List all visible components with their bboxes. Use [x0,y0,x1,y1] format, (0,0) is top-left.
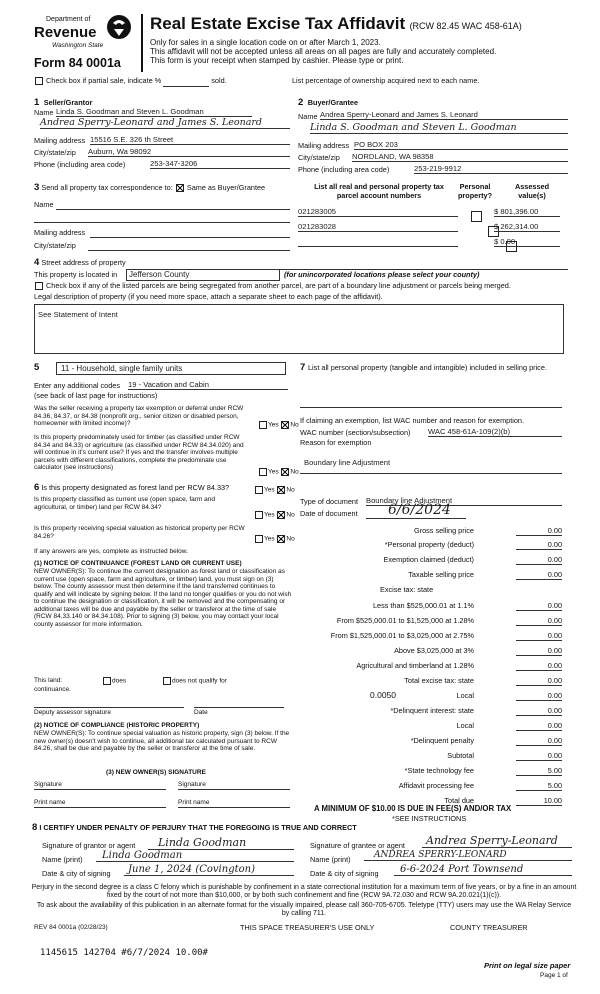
gross-selling-value[interactable]: 0.00 [516,526,562,536]
bracket-label-5: Agricultural and timberland at 1.28% [356,661,474,670]
bracket-value-6[interactable]: 0.00 [516,676,562,686]
current-use-yes-checkbox[interactable] [255,511,263,519]
form-revision: REV 84 0001a (02/28/23) [34,924,108,931]
section3-text: Send all property tax correspondence to: [41,183,173,192]
section2-number: 2 [298,97,304,108]
doc-type-label: Type of document [300,497,359,506]
section3-mailing-label: Mailing address [34,228,86,237]
seller-city-field[interactable]: Auburn, Wa 98092 [88,147,290,157]
county-select[interactable]: Jefferson County [126,269,280,281]
section3-city-label: City/state/zip [34,241,76,250]
buyer-name-handwritten: Linda S. Goodman and Steven L. Goodman [310,122,568,134]
located-in-label: This property is located in [34,270,118,279]
local-value[interactable]: 0.00 [516,691,562,701]
bracket-row-5 [300,661,562,671]
bracket-value-2[interactable]: 0.00 [516,616,562,626]
partial-sale-label: Check box if partial sale, indicate % [46,76,162,85]
exemption-yes-checkbox[interactable] [259,421,267,429]
delinquent-interest-value[interactable]: 0.00 [516,706,562,716]
grantee-name-label: Name (print) [310,855,351,864]
bracket-row-1 [300,601,562,611]
section4 [34,259,568,359]
parcel-value-3[interactable]: $ 0.00 [494,237,560,247]
owner-print-label-2: Print name [178,799,210,806]
dept-line1: Department of [46,16,91,23]
seller-heading: Seller/Grantor [43,98,93,107]
personal-property-field[interactable] [300,406,562,408]
reason-line[interactable] [300,472,562,474]
personal-property-label: *Personal property (deduct) [384,540,474,549]
does-not-qualify-checkbox[interactable] [163,677,171,685]
local-label: Local [456,691,474,700]
forest-yes-checkbox[interactable] [255,486,263,494]
header-divider [141,14,143,72]
historic-question: Is this property receiving special valuation as historical property per RCW 84.26? [34,525,245,540]
parcel-table [298,183,568,255]
exemption-yes-label: Yes [268,421,279,429]
delinquent-penalty-value[interactable]: 0.00 [516,736,562,746]
seller-mailing-field[interactable]: 15516 S.E. 326 th Street [90,135,290,145]
historic-no-label: No [286,535,295,543]
parcel-number-3[interactable] [298,237,458,247]
personal-property-value[interactable]: 0.00 [516,540,562,550]
section1-number: 1 [34,97,40,108]
current-use-yes-label: Yes [264,511,275,519]
bracket-label-1: Less than $525,000.01 at 1.1% [372,601,474,610]
street-address-label: Street address of property [41,258,126,267]
delinquent-penalty-label: *Delinquent penalty [410,736,474,745]
legal-description-field[interactable]: See Statement of Intent [34,304,564,354]
notice2-title: (2) NOTICE OF COMPLIANCE (HISTORIC PROPERTY) [34,722,200,729]
grantor-signature-label: Signature of grantor or agent [42,841,136,850]
buyer-heading: Buyer/Grantee [307,98,359,107]
section7 [300,362,568,522]
form-number: Form 84 0001a [34,56,121,70]
certify-statement: I CERTIFY UNDER PENALTY OF PERJURY THAT THE FOREGOING IS TRUE AND CORRECT [39,823,357,832]
interest-local-label: Local [456,721,474,730]
bracket-row-6 [300,676,562,686]
technology-fee-label: *State technology fee [404,766,474,775]
timber-no-checkbox[interactable] [281,468,289,476]
treasurer-stamp: 1145615 142704 #6/7/2024 10.00# [40,948,208,958]
buyer-phone-field[interactable]: 253-219-9912 [414,164,568,174]
personal-property-row [300,540,562,550]
deputy-signature-label: Deputy assessor signature [34,709,111,716]
deputy-date-label: Date [194,709,208,716]
seller-city-label: City/state/zip [34,148,76,157]
timber-no-label: No [290,468,299,476]
minimum-due-note: A MINIMUM OF $10.00 IS DUE IN FEE(S) AND/OR TAX [314,804,512,813]
buyer-city-label: City/state/zip [298,153,340,162]
section4-number: 4 [34,257,40,268]
section6 [30,482,295,816]
treasurer-use-label: THIS SPACE TREASURER'S USE ONLY [240,923,375,932]
partial-sale-checkbox[interactable] [35,77,43,85]
exemption-instructions: If claiming an exemption, list WAC number and reason for exemption. [300,416,525,425]
reason-label: Reason for exemption [300,438,372,447]
timber-question: Is this property predominately used for timber (as classified under RCW 84.34 and 84.33) or agriculture (as classified under RCW 84.34.020) and will continue in it's current use? If yes and the transfer involves multiple parcels with different classifications, complete the predominate use calculator (see instructions) [34,434,244,471]
technology-fee-row [300,766,562,776]
grantor-date-label: Date & city of signing [42,869,111,878]
bracket-value-4[interactable]: 0.00 [516,646,562,656]
subtotal-value[interactable]: 0.00 [516,751,562,761]
exemption-question: Was the seller receiving a property tax exemption or deferral under RCW 84.36, 84.37, or 84.38 (nonprofit org., senior citizen or disabled person, homeowner with limited income)? [34,405,244,427]
bracket-label-2: From $525,000.01 to $1,525,000 at 1.28% [336,616,474,625]
buyer-section [298,92,568,178]
bracket-row-2 [300,616,562,626]
section8-number: 8 [32,822,38,833]
historic-no-checkbox[interactable] [277,535,285,543]
form-title-row [150,14,522,34]
seller-name-handwritten: Andrea Sperry-Leonard and James S. Leonard [40,117,290,129]
buyer-mailing-field[interactable]: PO BOX 203 [354,140,568,150]
grantor-name[interactable]: Linda Goodman [96,850,294,862]
gross-selling-label: Gross selling price [413,526,474,535]
parcel-header-assessed: Assessed value(s) [514,182,550,200]
header-line3: This form is your receipt when stamped by cashier. Please type or print. [150,56,404,65]
if-yes-note: If any answers are yes, complete as instructed below. [34,548,188,555]
delinquent-interest-label: *Delinquent interest: state [390,706,474,715]
technology-fee-value[interactable]: 5.00 [516,766,562,776]
this-land-label: This land: [34,677,63,684]
local-rate: 0.0050 [370,690,396,700]
section3-city-field[interactable] [88,242,290,251]
accessibility-notice: To ask about the availability of this publication in an alternate format for the visually impaired, please call 360-705-6705. Teletype (TTY) users may use the WA Relay Service by calling 711. [36,902,572,917]
wac-field[interactable]: WAC 458-61A-109(2)(b) [428,427,562,437]
local-row [300,691,562,701]
section3-name-field2[interactable] [34,214,290,223]
historic-yes-label: Yes [264,535,275,543]
doc-date-label: Date of document [300,509,358,518]
parcel-header-left: List all real and personal property tax parcel account numbers [314,182,444,200]
seller-name-field[interactable]: Linda S. Goodman and Steven L. Goodman [56,107,252,117]
land-use-code-select[interactable]: 11 - Household, single family units [56,362,286,375]
grantee-date[interactable]: 6-6-2024 Port Townsend [394,864,572,876]
deputy-date-line[interactable] [194,706,284,708]
wa-logo-icon [106,14,132,40]
same-as-buyer-label: Same as Buyer/Grantee [186,183,266,192]
continuance-label: continuance. [34,686,71,693]
taxable-selling-value[interactable]: 0.00 [516,570,562,580]
same-as-buyer-checkbox[interactable] [176,184,184,192]
bracket-row-4 [300,646,562,656]
header-line1: Only for sales in a single location code on or after March 1, 2023. [150,38,381,47]
reason-field[interactable]: Boundary line Adjustment [304,458,391,467]
dept-line3: Washington State [52,42,104,49]
total-due-value[interactable]: 10.00 [516,796,562,806]
deputy-signature-line[interactable] [34,706,184,708]
header-line2: This affidavit will not be accepted unless all areas on all pages are fully and accurately completed. [150,47,497,56]
processing-fee-row [300,781,562,791]
buyer-name-field[interactable]: Andrea Sperry-Leonard and James S. Leonard [320,110,568,120]
county-note: (for unincorporated locations please select your county) [284,270,480,279]
parcel-header-personal: Personal property? [457,182,493,200]
section5-number: 5 [34,362,40,373]
see-instructions-note: *SEE INSTRUCTIONS [392,814,467,823]
additional-codes-field[interactable]: 19 - Vacation and Cabin [128,380,288,390]
ownership-note: List percentage of ownership acquired next to each name. [292,76,480,85]
processing-fee-value[interactable]: 5.00 [516,781,562,791]
forest-no-checkbox[interactable] [277,486,285,494]
grantee-signature[interactable]: Andrea Sperry-Leonard [422,834,572,848]
buyer-phone-label: Phone (including area code) [298,165,390,174]
grantor-date[interactable]: June 1, 2024 (Covington) [124,864,294,876]
section6-number: 6 [34,482,40,493]
grantee-name[interactable]: ANDREA SPERRY-LEONARD [364,850,572,861]
section3-mailing-field[interactable] [90,229,290,238]
perjury-notice: Perjury in the second degree is a class C felony which is punishable by confinement in a state correctional institution for a maximum term of five years, or by a fine in an amount fixed by the court of not more than $10,000, or by both such confinement and fine (RCW 9A.72.030 and RCW 9A.20.021(1)(c)). [31,884,577,899]
form-title-ref: (RCW 82.45 WAC 458-61A) [409,21,522,31]
parcel-value-2[interactable]: $ 262,314.00 [494,222,560,232]
notice3-title: (3) NEW OWNER(S) SIGNATURE [106,769,206,776]
current-use-question: Is this property classified as current use (open space, farm and agricultural, or timber) land per RCW 84.34? [34,496,216,511]
legal-description-label: Legal description of property (if you need more space, attach a separate sheet to each page of the affidavit). [34,292,383,301]
does-qualify-label: does [112,677,127,685]
legal-size-note: Print on legal size paper [484,961,571,970]
total-due-label: Total due [444,796,474,805]
notice1-title: (1) NOTICE OF CONTINUANCE (FOREST LAND OR CURRENT USE) [34,560,242,567]
owner-signature-label-2: Signature [178,781,206,788]
section5 [34,360,299,480]
subtotal-label: Subtotal [447,751,474,760]
bracket-value-3[interactable]: 0.00 [516,631,562,641]
exemption-no-checkbox[interactable] [281,421,289,429]
owner-print-label-1: Print name [34,799,66,806]
county-treasurer-label: COUNTY TREASURER [450,923,528,932]
bracket-label-6: Total excise tax: state [404,676,474,685]
seller-section [34,92,290,172]
parcel-number-2[interactable]: 021283028 [298,222,458,232]
delinquent-interest-row [300,706,562,716]
form-title: Real Estate Excise Tax Affidavit [150,14,406,33]
timber-yes-checkbox[interactable] [259,468,267,476]
notice2-body: NEW OWNER(S): To continue special valuation as historic property, sign (3) below. If the new owner(s) doesn't wish to continue, all additional tax calculated pursuant to RCW 84.26, shall be due and payable by the seller or transferor at the time of sale. [34,730,290,752]
does-not-qualify-label: does not qualify for [172,677,227,685]
parcel-number-1[interactable]: 021283005 [298,207,458,217]
section3-number: 3 [34,182,40,193]
buyer-mailing-label: Mailing address [298,141,350,150]
bracket-value-5[interactable]: 0.00 [516,661,562,671]
does-qualify-checkbox[interactable] [103,677,111,685]
grantee-signature-label: Signature of grantee or agent [310,841,405,850]
see-back-note: (see back of last page for instructions) [34,391,158,400]
bracket-label-3: From $1,525,000.01 to $3,025,000 at 2.75% [330,631,474,640]
historic-yes-checkbox[interactable] [255,535,263,543]
parcel-personal-checkbox-1[interactable] [471,211,482,222]
buyer-city-field[interactable]: NORDLAND, WA 98358 [352,152,568,162]
wac-label: WAC number (section/subsection) [300,428,411,437]
page-number: Page 1 of [540,972,568,979]
forest-question: Is this property designated as forest land per RCW 84.33? [41,483,230,492]
personal-property-text: List all personal property (tangible and intangible) included in selling price. [308,363,547,372]
segregated-checkbox[interactable] [35,282,43,290]
subtotal-row [300,751,562,761]
seller-phone-field[interactable]: 253-347-3206 [150,159,290,169]
section3-name-label: Name [34,200,54,209]
interest-local-row [300,721,562,731]
buyer-name-label: Name [298,112,318,121]
forest-no-label: No [286,486,295,494]
excise-state-label: Excise tax: state [380,585,434,594]
exemption-claimed-row [300,555,562,565]
delinquent-penalty-row [300,736,562,746]
section8 [32,824,572,884]
current-use-no-label: No [286,511,295,519]
current-use-no-checkbox[interactable] [277,511,285,519]
forest-yes-label: Yes [264,486,275,494]
section3 [34,184,290,254]
bracket-row-3 [300,631,562,641]
dept-line2: Revenue [34,24,97,41]
doc-date-field[interactable]: 6/6/2024 [366,502,466,519]
exemption-claimed-label: Exemption claimed (deduct) [383,555,474,564]
interest-local-value[interactable]: 0.00 [516,721,562,731]
section7-number: 7 [300,362,306,373]
dor-logo [34,14,134,58]
partial-sale-sold: sold. [211,76,227,85]
exemption-claimed-value[interactable]: 0.00 [516,555,562,565]
additional-codes-label: Enter any additional codes [34,381,120,390]
bracket-label-4: Above $3,025,000 at 3% [394,646,474,655]
grantor-signature[interactable]: Linda Goodman [148,836,294,850]
section3-name-field[interactable] [56,201,290,210]
doc-type-field[interactable]: Boundary line Adjustment [366,496,562,506]
partial-sale-percent-field[interactable] [163,77,209,87]
seller-name-label: Name [34,108,54,117]
bracket-value-1[interactable]: 0.00 [516,601,562,611]
owner-signature-label-1: Signature [34,781,62,788]
seller-mailing-label: Mailing address [34,136,86,145]
taxable-selling-label: Taxable selling price [408,570,474,579]
seller-phone-label: Phone (including area code) [34,160,126,169]
taxable-selling-row [300,570,562,580]
grantor-name-label: Name (print) [42,855,83,864]
partial-sale-row [34,77,227,87]
timber-yes-label: Yes [268,468,279,476]
parcel-value-1[interactable]: $ 801,396.00 [494,207,560,217]
gross-selling-row [300,526,562,536]
grantee-date-label: Date & city of signing [310,869,379,878]
segregated-label: Check box if any of the listed parcels are being segregated from another parcel, are part of a boundary line adjustment or parcels being merged. [46,281,511,290]
processing-fee-label: Affidavit processing fee [398,781,474,790]
notice1-body: NEW OWNER(S): To continue the current designation as forest land or classification as current use (open space, farm and agriculture, or timber) land, you must sign on (3) below. The county assessor must then determine if the land transferred continues to qualify and will indicate by signing below. If the land no longer qualifies or you do not wish to continue the designation or classification, it will be removed and the compensating or additional taxes will be due and payable by the seller or transferor at the time of sale (RCW 84.33.140 or 84.34.108). Prior to signing (3) below, you may contact your local county assessor for more information. [34,568,292,628]
exemption-no-label: No [290,421,299,429]
